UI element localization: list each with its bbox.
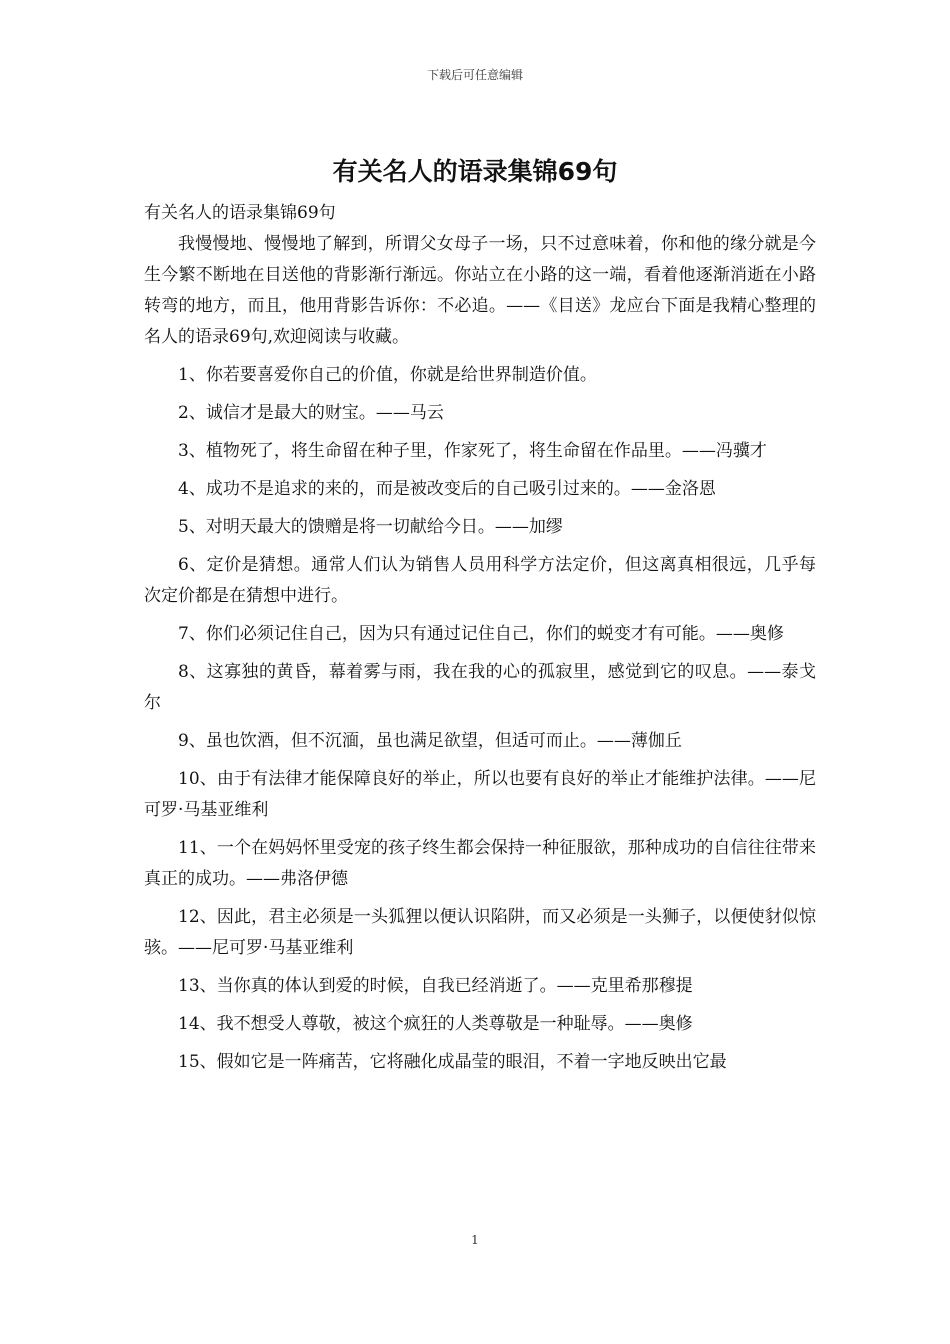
document-title: 有关名人的语录集锦69句: [332, 157, 618, 186]
intro-paragraph: 我慢慢地、慢慢地了解到，所谓父女母子一场，只不过意味着，你和他的缘分就是今生今繁不断地在目送他的背影渐行渐远。你站立在小路的这一端，看着他逐渐消逝在小路转弯的地方，而且，他用背影告诉你：不必追。——《目送》龙应台下面是我精心整理的名人的语录69句,欢迎阅读与收藏。: [144, 234, 816, 347]
quote-paragraph: 5、对明天最大的馈赠是将一切献给今日。——加缪: [178, 517, 563, 537]
document-subtitle: 有关名人的语录集锦69句: [144, 203, 336, 223]
page-number: 1: [471, 1233, 479, 1247]
quote-paragraph: 7、你们必须记住自己，因为只有通过记住自己，你们的蜕变才有可能。——奥修: [178, 624, 784, 644]
quote-paragraph: 14、我不想受人尊敬，被这个疯狂的人类尊敬是一种耻辱。——奥修: [178, 1014, 693, 1034]
quote-paragraph: 12、因此，君主必须是一头狐狸以便认识陷阱，而又必须是一头狮子，以便使豺似惊骇。——尼可罗·马基亚维利: [144, 907, 816, 958]
quote-paragraph: 15、假如它是一阵痛苦，它将融化成晶莹的眼泪，不着一字地反映出它最: [178, 1052, 727, 1072]
quote-paragraph: 10、由于有法律才能保障良好的举止，所以也要有良好的举止才能维护法律。——尼可罗·马基亚维利: [144, 769, 816, 820]
quote-paragraph: 6、定价是猜想。通常人们认为销售人员用科学方法定价，但这离真相很远，几乎每次定价都是在猜想中进行。: [144, 555, 816, 606]
quote-paragraph: 2、诚信才是最大的财宝。——马云: [178, 403, 444, 423]
quote-paragraph: 1、你若要喜爱你自己的价值，你就是给世界制造价值。: [178, 365, 597, 385]
quote-paragraph: 11、一个在妈妈怀里受宠的孩子终生都会保持一种征服欲，那种成功的自信往往带来真正的成功。——弗洛伊德: [144, 838, 816, 889]
quote-paragraph: 8、这寡独的黄昏，幕着雾与雨，我在我的心的孤寂里，感觉到它的叹息。——泰戈尔: [144, 662, 816, 713]
quote-paragraph: 3、植物死了，将生命留在种子里，作家死了，将生命留在作品里。——冯骥才: [178, 441, 767, 461]
page-header-note: 下载后可任意编辑: [426, 68, 523, 82]
document-body: [144, 198, 816, 1085]
quote-paragraph: 9、虽也饮酒，但不沉湎，虽也满足欲望，但适可而止。——薄伽丘: [178, 731, 682, 751]
quote-paragraph: 4、成功不是追求的来的，而是被改变后的自己吸引过来的。——金洛恩: [178, 479, 716, 499]
quote-paragraph: 13、当你真的体认到爱的时候，自我已经消逝了。——克里希那穆提: [178, 976, 693, 996]
